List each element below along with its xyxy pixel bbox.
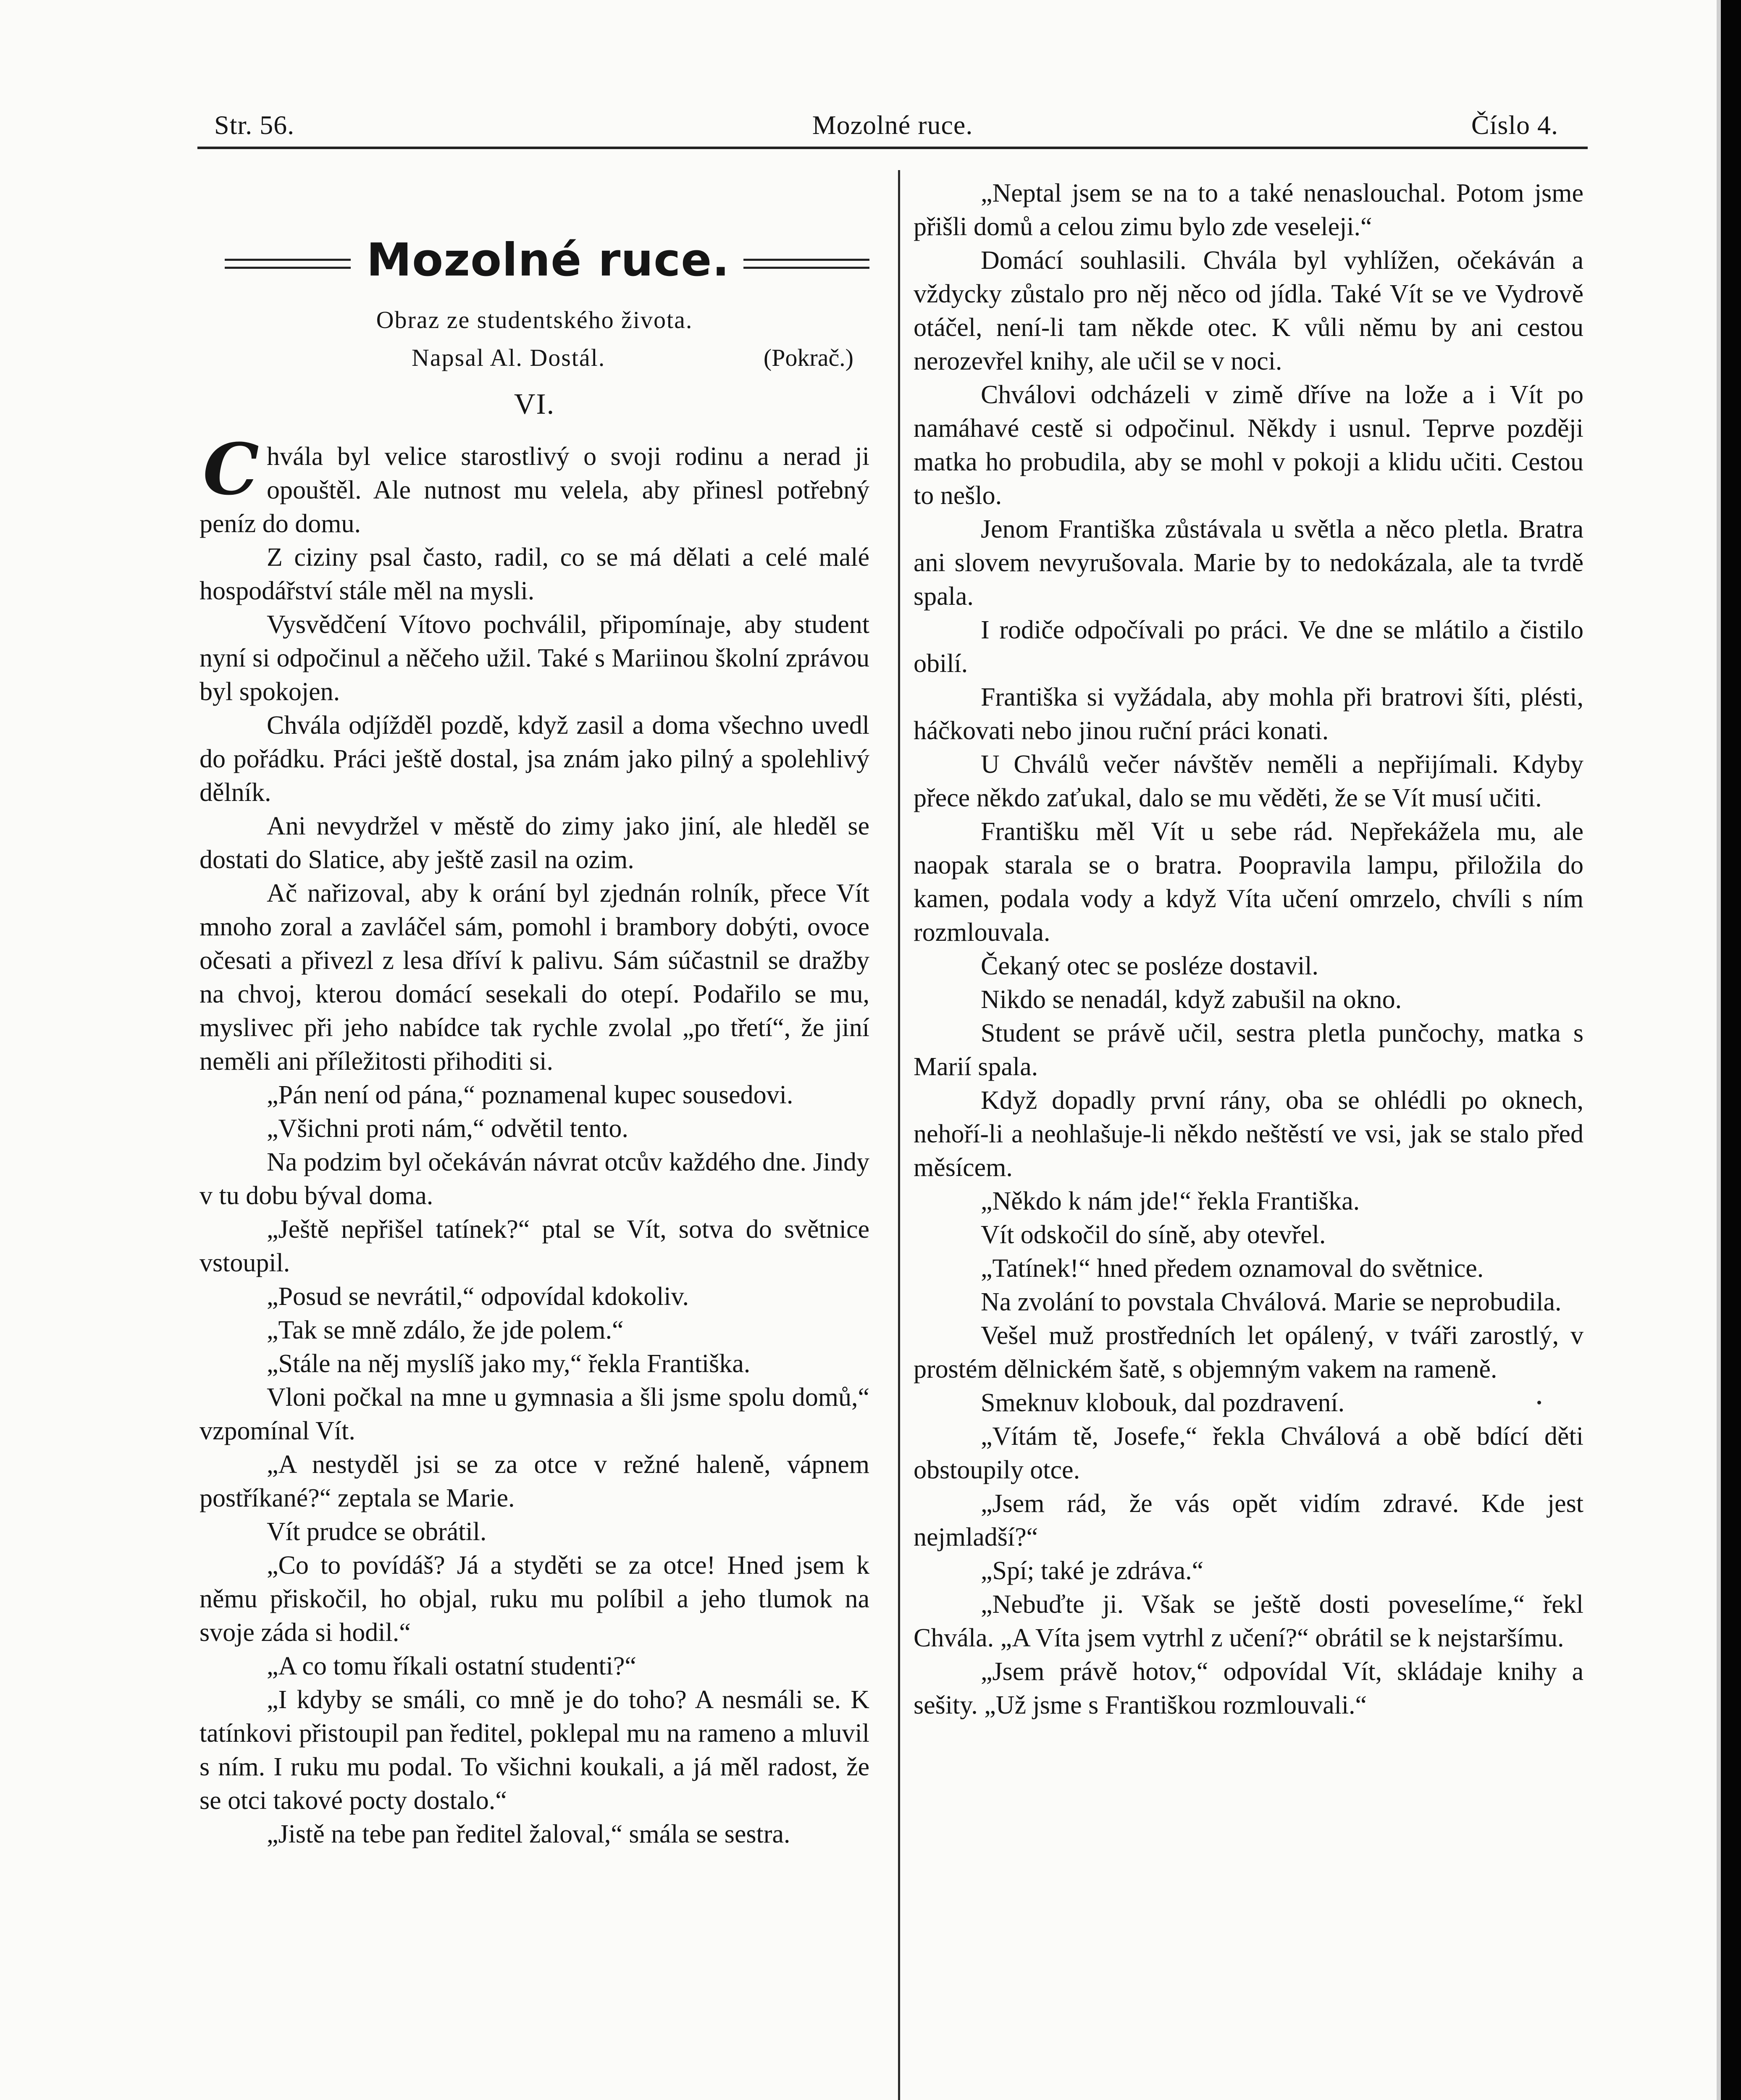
running-header xyxy=(197,103,1588,149)
paragraph: „A nestyděl jsi se za otce v režné haleně, vápnem postříkané?“ zeptala se Marie. xyxy=(200,1450,869,1512)
section-number: VI. xyxy=(514,388,555,420)
article-subtitle: Obraz ze studentského života. xyxy=(376,306,693,333)
paragraph: Vysvědčení Vítovo pochválil, připomínaje, aby student nyní si odpočinul a něčeho užil. Také s Mariinou školní zprávou byl spokojen. xyxy=(200,610,869,706)
paragraph: „I kdyby se smáli, co mně je do toho? A nesmáli se. K tatínkovi přistoupil pan ředitel, poklepal mu na rameno a mluvil s ním. I ruku mu podal. To všichni koukali, a já měl radost, že se otci takové pocty dostalo.“ xyxy=(200,1685,869,1815)
author: Napsal Al. Dostál. xyxy=(412,344,606,371)
paragraph xyxy=(200,428,869,541)
paragraph: Chválovi odcházeli v zimě dříve na lože a i Vít po namáhavé cestě si odpočinul. Někdy i usnul. Teprve později matka ho probudila, aby se mohl v pokoji a klidu učiti. Cestou to nešlo. xyxy=(914,381,1583,510)
column-divider xyxy=(898,170,900,2100)
paragraph: „Neptal jsem se na to a také nenaslouchal. Potom jsme přišli domů a celou zimu bylo zde veseleji.“ xyxy=(914,179,1583,241)
byline xyxy=(200,337,869,381)
right-column xyxy=(914,176,1583,1722)
paragraph: „Ještě nepřišel tatínek?“ ptal se Vít, sotva do světnice vstoupil. xyxy=(200,1215,869,1277)
paragraph: Ani nevydržel v městě do zimy jako jiní, ale hleděl se dostati do Slatice, aby ještě zasil na ozim. xyxy=(200,812,869,874)
paragraph: Z ciziny psal často, radil, co se má dělati a celé malé hospodářství stále měl na mysli. xyxy=(200,543,869,605)
paragraph: Smeknuv klobouk, dal pozdravení. xyxy=(981,1389,1345,1417)
title-ornament-right xyxy=(743,259,869,269)
left-column xyxy=(200,176,869,1851)
paragraph: Domácí souhlasili. Chvála byl vyhlížen, očekáván a vždycky zůstalo pro něj něco od jídla. Také Vít se ve Vydrově otáčel, není-li tam někde otec. K vůli němu by ani cestou nerozevřel knihy, ale učil se v noci. xyxy=(914,246,1583,375)
paragraph: „Všichni proti nám,“ odvětil tento. xyxy=(267,1114,628,1143)
paragraph: Na zvolání to povstala Chválová. Marie se neprobudila. xyxy=(981,1288,1562,1316)
paragraph: „Jsem právě hotov,“ odpovídal Vít, skládaje knihy a sešity. „Už jsme s Františkou rozmlouvali.“ xyxy=(914,1657,1583,1719)
paragraph: Vít odskočil do síně, aby otevřel. xyxy=(981,1221,1326,1249)
title-ornament-left xyxy=(225,259,351,269)
header-title: Mozolné ruce. xyxy=(812,110,973,140)
paragraph: „Nebuďte ji. Však se ještě dosti poveselíme,“ řekl Chvála. „A Víta jsem vytrhl z učení?“ obrátil se k nejstaršímu. xyxy=(914,1590,1583,1652)
paragraph: Františku měl Vít u sebe rád. Nepřekážela mu, ale naopak starala se o bratra. Poopravila lampu, přiložila do kamen, podala vody a když Víta učení omrzelo, chvíli s ním rozmlouvala. xyxy=(914,817,1583,947)
issue-number: Číslo 4. xyxy=(1471,110,1558,140)
scan-border-shadow xyxy=(1717,0,1721,2100)
paragraph: Vloni počkal na mne u gymnasia a šli jsme spolu domů,“ vzpomínal Vít. xyxy=(200,1383,869,1445)
paragraph: „Někdo k nám jde!“ řekla Františka. xyxy=(981,1187,1360,1215)
paragraph: Čekaný otec se posléze dostavil. xyxy=(981,952,1319,980)
paragraph: „Jsem rád, že vás opět vidím zdravé. Kde jest nejmladší?“ xyxy=(914,1489,1583,1551)
scan-border xyxy=(1721,0,1741,2100)
page-number: Str. 56. xyxy=(214,110,295,140)
paragraph: Nikdo se nenadál, když zabušil na okno. xyxy=(981,985,1402,1014)
paragraph: „A co tomu říkali ostatní studenti?“ xyxy=(267,1652,636,1680)
paragraph: „Pán není od pána,“ poznamenal kupec sousedovi. xyxy=(267,1081,793,1109)
continued-label: (Pokrač.) xyxy=(763,344,853,371)
article-title: Mozolné ruce. xyxy=(366,234,730,286)
paragraph: „Posud se nevrátil,“ odpovídal kdokoliv. xyxy=(267,1282,689,1311)
paragraph: „Co to povídáš? Já a styděti se za otce! Hned jsem k němu přiskočil, ho objal, ruku mu políbil a jeho tlumok na svoje záda si hodil.“ xyxy=(200,1551,869,1647)
article-title-block xyxy=(200,223,869,302)
paragraph: „Tatínek!“ hned předem oznamoval do světnice. xyxy=(981,1254,1484,1283)
paragraph: U Chválů večer návštěv neměli a nepřijímali. Kdyby přece někdo zaťukal, dalo se mu věděti, že se Vít musí učiti. xyxy=(914,750,1583,812)
paragraph: Na podzim byl očekáván návrat otcův každého dne. Jindy v tu dobu býval doma. xyxy=(200,1148,869,1210)
paragraph: „Stále na něj myslíš jako my,“ řekla Františka. xyxy=(267,1349,751,1378)
paragraph: Františka si vyžádala, aby mohla při bratrovi šíti, plésti, háčkovati nebo jinou ruční práci konati. xyxy=(914,683,1583,745)
drop-cap: C xyxy=(203,428,259,511)
paragraph-text: hvála byl velice starostlivý o svoji rodinu a nerad ji opouštěl. Ale nutnost mu velela, aby přinesl potřebný peníz do domu. xyxy=(200,442,869,538)
paragraph: „Vítám tě, Josefe,“ řekla Chválová a obě bdící děti obstoupily otce. xyxy=(914,1422,1583,1484)
paragraph: Jenom Františka zůstávala u světla a něco pletla. Bratra ani slovem nevyrušovala. Marie by to nedokázala, ale ta tvrdě spala. xyxy=(914,515,1583,611)
paragraph: „Spí; také je zdráva.“ xyxy=(981,1557,1204,1585)
paragraph: I rodiče odpočívali po práci. Ve dne se mlátilo a čistilo obilí. xyxy=(914,616,1583,678)
paragraph: Ač nařizoval, aby k orání byl zjednán rolník, přece Vít mnoho zoral a zavláčel sám, pomohl i brambory dobýti, ovoce očesati a přivezl z lesa dříví k palivu. Sám súčastnil se dražby na chvoj, kterou domácí sesekali do otepí. Podařilo se mu, myslivec při jeho nabídce tak rychle zvolal „po třetí“, že jiní neměli ani příležitosti přihoditi si. xyxy=(200,879,869,1076)
paragraph: Chvála odjížděl pozdě, když zasil a doma všechno uvedl do pořádku. Práci ještě dostal, jsa znám jako pilný a spolehlivý dělník. xyxy=(200,711,869,807)
paragraph: Student se právě učil, sestra pletla punčochy, matka s Marií spala. xyxy=(914,1019,1583,1081)
scan-speck xyxy=(1537,1401,1541,1404)
paragraph: „Tak se mně zdálo, že jde polem.“ xyxy=(267,1316,624,1344)
paragraph: Když dopadly první rány, oba se ohlédli po oknech, nehoří-li a neohlašuje-li někdo neštěstí ve vsi, jak se stalo před měsícem. xyxy=(914,1086,1583,1182)
paragraph: Vešel muž prostředních let opálený, v tváři zarostlý, v prostém dělnickém šatě, s objemným vakem na rameně. xyxy=(914,1321,1583,1383)
paragraph: Vít prudce se obrátil. xyxy=(267,1517,487,1546)
paragraph: „Jistě na tebe pan ředitel žaloval,“ smála se sestra. xyxy=(267,1820,790,1848)
